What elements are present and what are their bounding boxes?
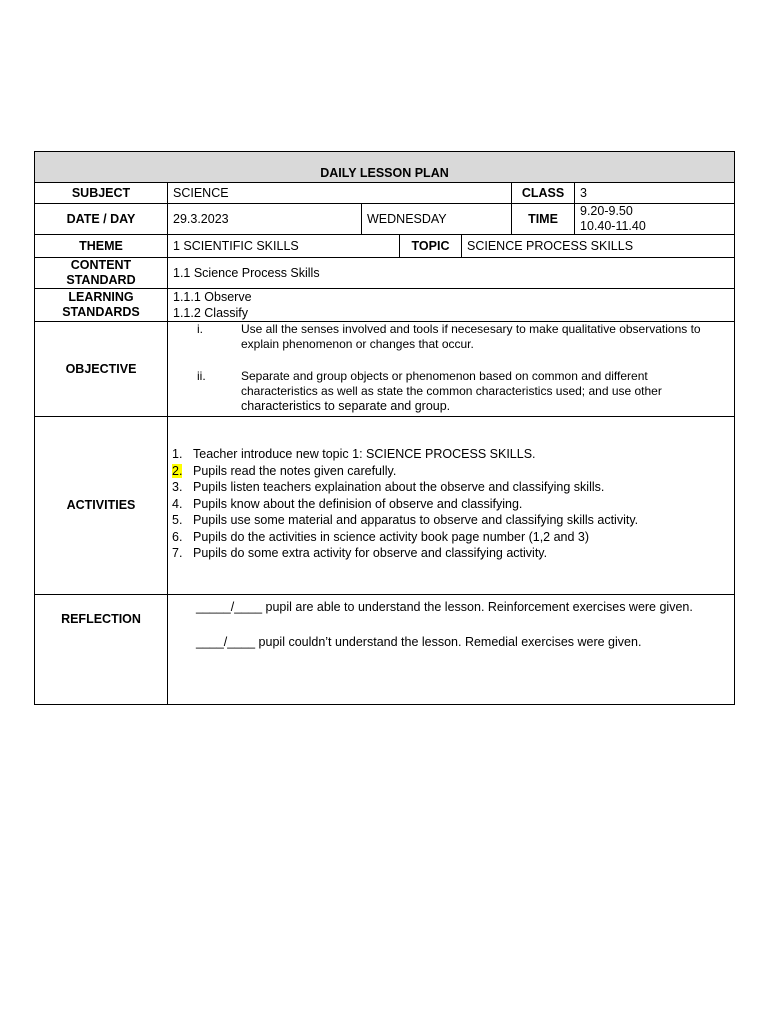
activity-text: Pupils do the activities in science activity book page number (1,2 and 3) — [193, 529, 590, 544]
activity-item — [168, 463, 734, 480]
class-label: CLASS — [512, 183, 575, 204]
plan-title: DAILY LESSON PLAN — [35, 152, 735, 183]
objective-item — [168, 322, 734, 352]
reflection-label: REFLECTION — [35, 595, 168, 705]
lesson-plan-table — [34, 151, 735, 705]
learning-standard-item: 1.1.1 Observe — [173, 290, 252, 304]
activities-value — [168, 417, 735, 595]
date-value: 29.3.2023 — [168, 204, 362, 235]
activity-number-highlighted: 2. — [172, 463, 183, 478]
topic-value: SCIENCE PROCESS SKILLS — [462, 235, 735, 258]
activity-text: Pupils know about the definision of observe and classifying. — [193, 496, 523, 511]
activity-item — [168, 529, 734, 546]
activity-number: 1. — [172, 447, 183, 461]
reflection-value — [168, 595, 735, 705]
time-value — [575, 204, 735, 235]
activities-list — [168, 446, 734, 562]
activity-item — [168, 479, 734, 496]
day-value: WEDNESDAY — [362, 204, 512, 235]
activity-number: 4. — [172, 496, 183, 511]
theme-value: 1 SCIENTIFIC SKILLS — [168, 235, 400, 258]
activity-text: Pupils use some material and apparatus to observe and classifying skills activity. — [193, 513, 639, 527]
objective-text: Separate and group objects or phenomenon based on common and different characteristics as well as state the common characteristics used; and use other — [241, 369, 662, 398]
activity-text: Pupils read the notes given carefully. — [193, 463, 397, 478]
time-label: TIME — [512, 204, 575, 235]
activity-item — [168, 545, 734, 562]
topic-label: TOPIC — [400, 235, 462, 258]
objective-number: ii. — [197, 369, 206, 383]
learning-standards-value — [168, 289, 735, 322]
class-value: 3 — [575, 183, 735, 204]
objective-label: OBJECTIVE — [35, 322, 168, 417]
subject-label: SUBJECT — [35, 183, 168, 204]
activity-number: 7. — [172, 546, 183, 560]
objective-number: i. — [197, 322, 203, 336]
activity-text: Pupils do some extra activity for observe and classifying activity. — [193, 546, 548, 560]
learning-standards-label: LEARNING STANDARDS — [35, 289, 168, 322]
objective-item — [168, 369, 734, 414]
activity-text: Teacher introduce new topic 1: SCIENCE PROCESS SKILLS. — [193, 447, 536, 461]
content-standard-value: 1.1 Science Process Skills — [168, 258, 735, 289]
learning-standard-item: 1.1.2 Classify — [173, 306, 249, 320]
activities-label: ACTIVITIES — [35, 417, 168, 595]
objective-value — [168, 322, 735, 417]
lesson-plan-page — [34, 151, 734, 705]
objective-text: Use all the senses involved and tools if necesesary to make qualitative observations to explain phenomenon or changes that occur. — [241, 322, 701, 351]
activity-text: Pupils listen teachers explaination about the observe and classifying skills. — [193, 480, 605, 494]
activity-item — [168, 446, 734, 463]
date-day-label: DATE / DAY — [35, 204, 168, 235]
content-standard-label: CONTENT STANDARD — [35, 258, 168, 289]
objective-text-end: characteristics to separate and group. — [241, 399, 451, 413]
activity-number: 5. — [172, 513, 183, 527]
subject-value: SCIENCE — [168, 183, 512, 204]
time-slot-2: 10.40-11.40 — [580, 219, 646, 233]
theme-label: THEME — [35, 235, 168, 258]
objective-list — [168, 322, 734, 414]
activity-number: 3. — [172, 480, 183, 494]
activity-number: 6. — [172, 529, 183, 544]
reflection-line: _____/____ pupil are able to understand the lesson. Reinforcement exercises were given. — [196, 600, 693, 614]
activity-item — [168, 512, 734, 529]
time-slot-1: 9.20-9.50 — [580, 204, 633, 218]
reflection-line: ____/____ pupil couldn’t understand the lesson. Remedial exercises were given. — [196, 635, 642, 649]
activity-item — [168, 496, 734, 513]
